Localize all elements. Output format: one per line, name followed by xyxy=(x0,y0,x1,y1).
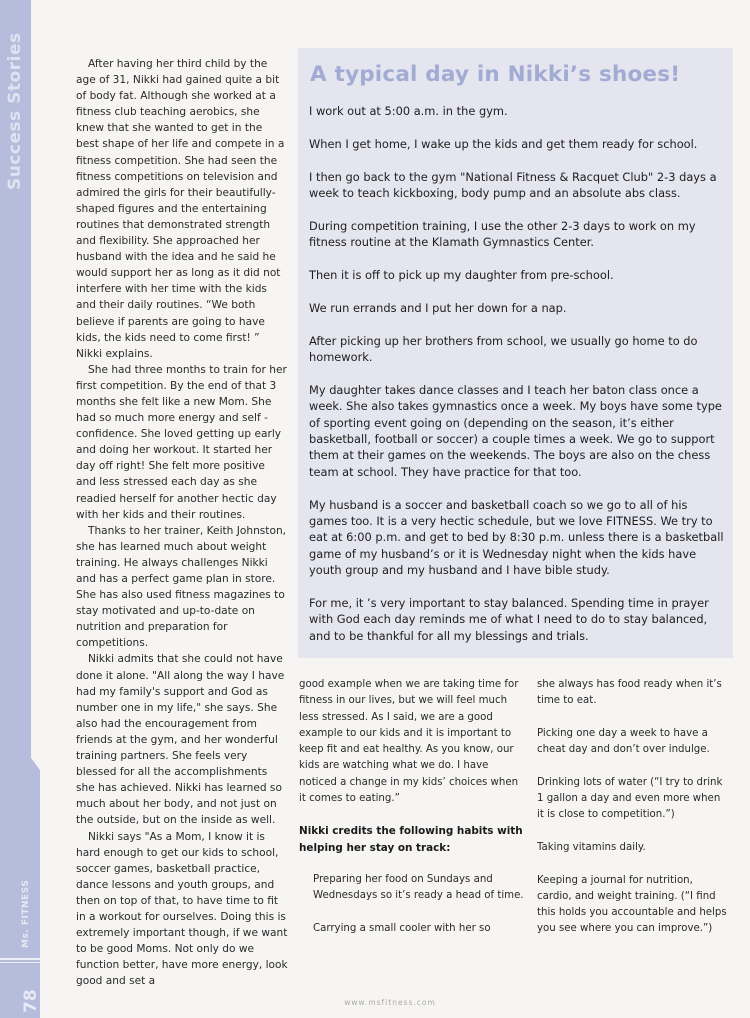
habit-item: she always has food ready when it’s time to eat. xyxy=(537,679,722,707)
habit-item: Taking vitamins daily. xyxy=(537,841,646,853)
article-middle-column xyxy=(299,677,524,937)
article-paragraph: Thanks to her trainer, Keith Johnston, she has learned much about weight training. He always challenges Nikki and has a perfect game plan in store. She has also used fitness magazines to stay motivated and up-to-date on nutrition and preparation for competitions. xyxy=(76,524,287,650)
article-paragraph: Nikki admits that she could not have done it alone. "All along the way I have had my family's support and God as number one in my life," she says. She also had the encouragement from friends at the gym, and her wonderful training partners. She feels very blessed for all the accomplishments she has achieved. Nikki has learned so much about her body, and not just on the outside, but on the inside as well. xyxy=(76,653,285,827)
article-paragraph: Nikki says "As a Mom, I know it is hard enough to get our kids to school, soccer games, basketball practice, dance lessons and youth groups, and then on top of that, to have time to fit in a workout for ourselves. Doing this is extremely important though, if we want to be good Moms. Not only do we function better, have more energy, look good and set a xyxy=(76,830,288,988)
sidebox-paragraph: We run errands and I put her down for a nap. xyxy=(309,300,567,315)
article-continuation: good example when we are taking time for fitness in our lives, but we will feel much less stressed. As I said, we are a good example to our kids and it is important to keep fit and eat healthy. As you know, our kids are watching what we do. I have noticed a change in my kids’ choices when it comes to eating.” xyxy=(299,679,519,805)
sidebox-body xyxy=(309,103,729,661)
article-paragraph: She had three months to train for her first competition. By the end of that 3 months she felt like a new Mom. She had so much more energy and self -confidence. She loved getting up early and doing her workout. It started her day off right! She felt more positive and less stressed each day as she readied herself for another hectic day with her kids and their routines. xyxy=(76,363,287,521)
sidebar-lower-band xyxy=(0,770,40,1018)
page-number-rule xyxy=(0,958,40,960)
habit-item: Picking one day a week to have a cheat day and don’t over indulge. xyxy=(537,727,710,756)
footer-url: www.msfitness.com xyxy=(344,998,436,1007)
sidebox-title: A typical day in Nikki’s shoes! xyxy=(310,62,681,87)
sidebox-paragraph: I then go back to the gym "National Fitness & Racquet Club" 2-3 days a week to teach kickboxing, body pump and an absolute abs class. xyxy=(309,169,717,200)
sidebox-paragraph: My daughter takes dance classes and I teach her baton class once a week. She also takes gymnastics once a week. My boys have some type of sporting event going on (depending on the season, it’s either basketball, football or soccer) a couple times a week. We go to support them at their games on the weekends. The boys are also on the chess team at school. They have practice for that too. xyxy=(309,382,722,479)
sidebox-paragraph: When I get home, I wake up the kids and get them ready for school. xyxy=(309,136,698,151)
sidebox-paragraph: During competition training, I use the other 2-3 days to work on my fitness routine at the Klamath Gymnastics Center. xyxy=(309,218,696,250)
habit-item: Carrying a small cooler with her so xyxy=(313,922,491,934)
habit-item: Keeping a journal for nutrition, cardio, and weight training. (“I find this holds you accountable and helps you see where you can improve.”) xyxy=(537,874,727,935)
habit-item: Preparing her food on Sundays and Wednesdays so it’s ready a head of time. xyxy=(313,873,524,902)
page-number-rule-thin xyxy=(0,962,40,963)
article-paragraph: After having her third child by the age of 31, Nikki had gained quite a bit of body fat. Although she worked at a fitness club teaching aerobics, she knew that she wanted to get in the best shape of her life and compete in a fitness competition. She had seen the fitness competitions on television and admired the girls for their beautifully- shaped figures and the entertaining routines that demonstrated strength and flexibility. She approached her husband with the idea and he said he would support her as long as it did not interfere with her time with the kids and their daily routines. “We both believe if parents are going to have kids, the kids need to come first! ” Nikki explains. xyxy=(76,58,285,360)
sidebox-paragraph: For me, it ’s very important to stay balanced. Spending time in prayer with God each day reminds me of what I need to do to stay balanced, and to be thankful for all my blessings and trials. xyxy=(309,596,709,643)
habit-item: Drinking lots of water (“I try to drink 1 gallon a day and even more when it is close to competition.”) xyxy=(537,776,723,821)
page-number: 78 xyxy=(21,989,41,1013)
magazine-name: Ms. FITNESS xyxy=(21,879,31,948)
sidebar-notch xyxy=(31,758,40,770)
sidebox-paragraph: After picking up her brothers from school, we usually go home to do homework. xyxy=(309,333,698,364)
sidebox-paragraph: I work out at 5:00 a.m. in the gym. xyxy=(309,104,508,118)
habits-heading: Nikki credits the following habits with helping her stay on track: xyxy=(299,825,523,854)
typical-day-sidebox xyxy=(298,48,733,658)
sidebox-paragraph: My husband is a soccer and basketball coach so we go to all of his games too. It is a very hectic schedule, but we love FITNESS. We try to eat at 6:00 p.m. and get to bed by 8:30 p.m. unless there is a basketball game of my husband’s or it is Wednesday night when the kids have youth group and my husband and I have bible study. xyxy=(309,497,724,578)
article-left-column xyxy=(76,56,288,989)
sidebox-paragraph: Then it is off to pick up my daughter from pre-school. xyxy=(309,268,614,282)
section-label: Success Stories xyxy=(5,32,25,190)
article-right-column xyxy=(537,677,727,954)
